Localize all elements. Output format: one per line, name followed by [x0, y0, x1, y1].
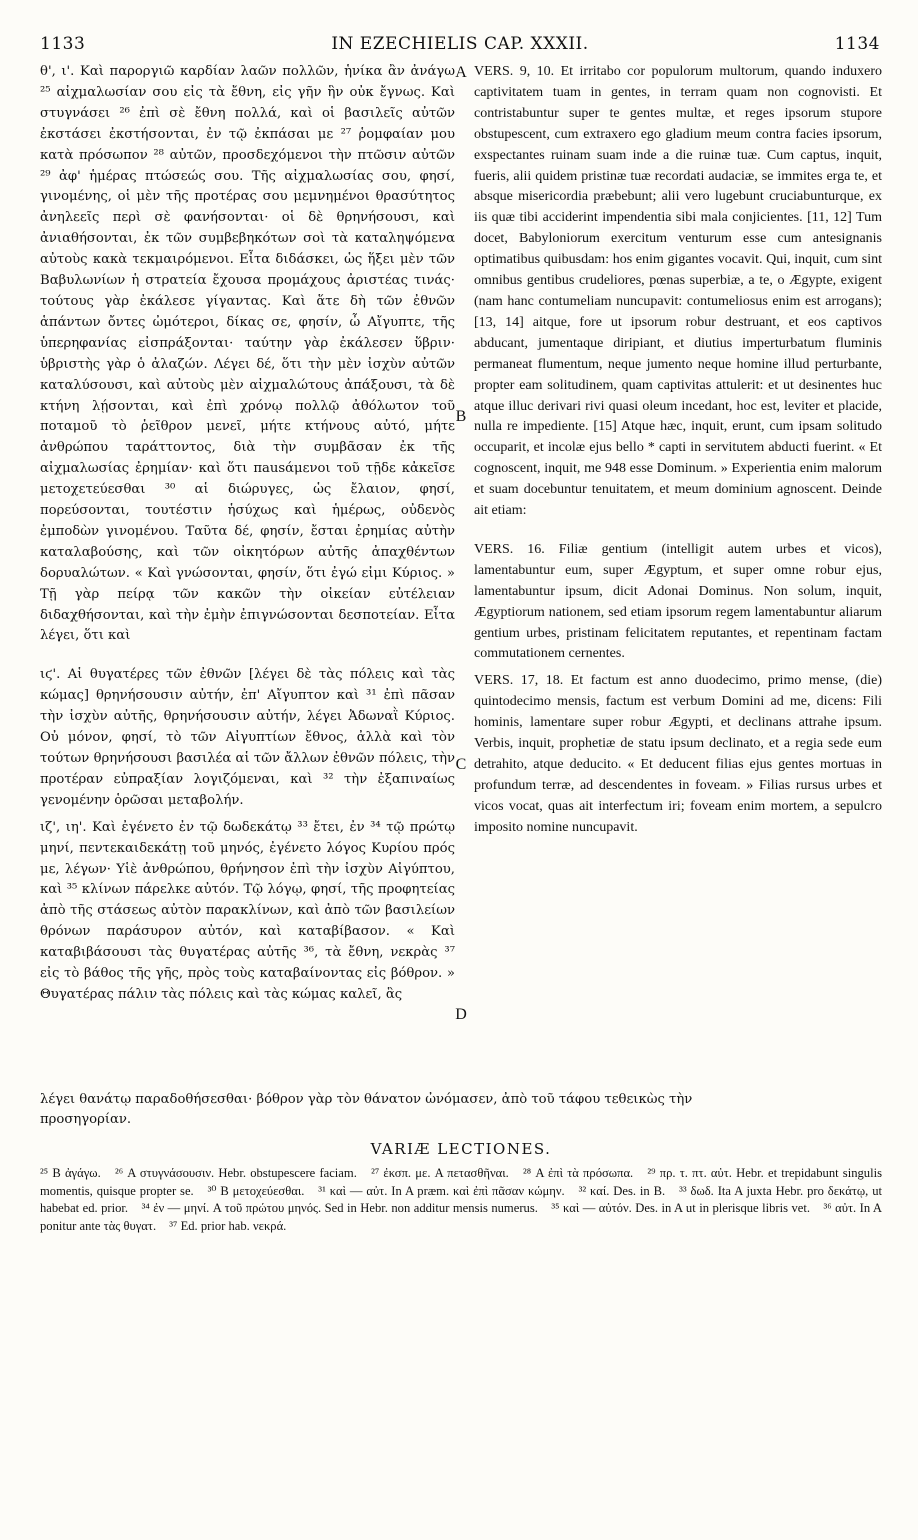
note: ³³ δωδ. Ita A juxta Hebr. pro δεκάτῳ, ut habebat ed. prior. — [40, 1183, 883, 1215]
latin-paragraph: VERS. 17, 18. Et factum est anno duodecimo, primo mense, (die) quintodecimo mensis, factum est verbum Domini ad me, dicens: Fili hominis, lamentare super robur Ægypti, et declinans attrahe ipsum. Verbis, inquit, prophetiæ de statu ipsum declinato, et a regia sede eum detrahito, atque deducito. « Et deducent filias ejus gentes mortuas in profundum terræ, ad descendentes in foveam. » Filias rursus urbes et vicos vocat, quas ait interfectum iri; foveam enim mortem, a sepulcro imposito nomine nuncupavit. — [474, 673, 882, 835]
page-header — [40, 34, 880, 58]
margin-marker-d: D — [455, 1006, 467, 1023]
variae-lectiones-title: VARIÆ LECTIONES. — [370, 1140, 552, 1158]
note: ³⁵ καὶ — αὐτόν. Des. in A ut in plerisque libris vet. — [551, 1201, 810, 1215]
note: ²⁵ B ἀγάγω. — [40, 1166, 101, 1180]
latin-paragraph: VERS. 9, 10. Et irritabo cor populorum multorum, quando induxero captivitatem tuam in gentes, in terram quam non cognovisti. Et contristabuntur super te gentes multæ, et reges ipsorum stupore obstupescent, cum extraxero ego gladium meum contra facies ipsorum, exspectantes ruinam suam inde a die ruinæ tuæ. Cum captus, inquit, fueris, alii quidem pristinæ tuæ recordati audaciæ, se immites erga te, et absque misericordia præbebunt; alii vero lugebunt cruciabunturque, ex iis quæ tibi acciderint impendentia sibi mala conjicientes. [11, 12] Tum docet, Babyloniorum exercitum venturum esse cum antesignanis optimatibus quibusdam: hos enim gigantes vocavit. Qui, inquit, cum sint omnibus gentibus crudeliores, pœnas superbiæ, a te, o Ægypte, exigent (nam hanc contumeliam nuncupavit: contumeliosus enim est arrogans); [13, 14] aitque, fore ut ipsorum robur destruant, et eos captivos abducant, jumentaque diripiant, et diutius imperturbatum fluminis permaneat flumentum, neque jumento neque homine illud perturbante, propter eam solitudinem, quam captivitas attulerit: et ut desinentes huc atque illuc derivari rivi quasi oleum incedant, hoc est, leviter et placide, nulla re impediente. [15] Atque hæc, inquit, erunt, cum ipsam solitudo occuparit, et incolæ ejus bello * capti in servitutem abducti fuerint. « Et cognoscent, inquit, me 948 esse Dominum. » Experientia enim malorum et suam docebuntur tenuitatem, et meum dominium agnoscent. Deinde ait etiam: — [474, 64, 882, 519]
variae-lectiones-notes — [40, 1165, 882, 1235]
spanning-line-tail: προσηγορίαν. — [40, 1112, 132, 1127]
greek-column — [40, 62, 455, 1098]
margin-marker-a: A — [455, 64, 467, 81]
margin-marker-b: B — [455, 408, 467, 425]
note: ³⁶ αὐτ. In A ponitur ante τὰς θυγατ. — [40, 1201, 883, 1233]
note: ³² καί. Des. in B. — [578, 1183, 666, 1198]
latin-paragraph: VERS. 16. Filiæ gentium (intelligit autem urbes et vicos), lamentabuntur eum, super Ægyptum, et super omne robur ejus, lamentabuntur ipsum, dicit Adonai Dominus. Non solum, inquit, Ægyptiorum nationem, sed etiam ipsorum regem lamentabuntur aliarum gentium urbes, pristinam felicitatem reputantes, et repentinam factam commutationem cernentes. — [474, 541, 882, 662]
greek-paragraph: θ', ι'. Καὶ παροργιῶ καρδίαν λαῶν πολλῶν, ἡνίκα ἂν ἀνάγω ²⁵ αἰχμαλωσίαν σου εἰς τὰ ἔθνη, εἰς γῆν ἣν οὐκ ἔγνως. Καὶ στυγνάσει ²⁶ ἐπὶ σὲ ἔθνη πολλά, καὶ οἱ βασιλεῖς αὐτῶν ἐκστάσει ἐκστήσονται, ἐν τῷ ἐκπάσαι με ²⁷ ῥομφαίαν μου κατὰ πρόσωπον ²⁸ αὐτῶν, προσδεχόμενοι τὴν πτῶσιν αὐτῶν ²⁹ ἀφ' ἡμέρας πτώσεώς σου. Τῆς αἰχμαλωσίας σου, φησί, γινομένης, οἱ μὲν τῆς προτέρας σου μεμνημένοι θρασύτητος ἀνηλεεῖς περὶ σὲ φανήσονται· οἱ δὲ θρηνήσουσι, καὶ ἀνιαθήσονται, ἐκ τῶν συμβεβηκότων σοὶ τὰ καταληψόμενα αὐτοὺς κακὰ τεκμαιρόμενοι. Εἶτα διδάσκει, ὡς ἥξει μὲν τῶν Βαβυλωνίων ἡ στρατεία ἔχουσα προμάχους ἀριστέας τινάς· τούτους γὰρ ἐκάλεσε γίγαντας. Καὶ ἅτε δὴ τῶν ἐθνῶν ἁπάντων ὄντες ὠμότεροι, δίκας σε, φησίν, ὦ Αἴγυπτε, τῆς ὑπερηφανίας εἰσπράξονται· ταύτην γὰρ ἐκάλεσεν ὕβριν· ὑβριστὴς γὰρ ὁ ἀλαζών. Λέγει δέ, ὅτι τὴν μὲν ἰσχὺν αὐτῶν καταλύσουσι, καὶ αὐτοὺς μὲν αἰχμαλώτους ἀπάξουσι, τὰ δὲ κτήνη λῄσονται, καὶ ἐπὶ χρόνῳ πολλῷ ἀθόλωτον τοῦ ποταμοῦ τὸ ῥεῖθρον μενεῖ, μήτε κτήνους αὐτό, μήτε ἀνθρώπου ταράττοντος, διὰ τὴν συμβᾶσαν ἐκ τῆς αἰχμαλωσίας ἐρημίαν· καὶ ὅτι πausάμενοι τοῦ τῇδε κἀκεῖσε μετοχετεύεσθαι ³⁰ αἱ διώρυγες, ὡς ἔλαιον, φησί, πορεύσονται, τουτέστιν ἡσύχως καὶ ἡμέρως, οὐδενὸς ἐμποδὼν γινομένου. Ταῦτα δέ, φησίν, ἔσται ἐρημίας αὐτὴν καταλαβούσης, καὶ τῶν οἰκητόρων αὐτῆς ἀπαχθέντων δορυαλώτων. « Καὶ γνώσονται, φησίν, ὅτι ἐγώ εἰμι Κύριος. » Τῇ γὰρ πείρᾳ τῶν κακῶν τὴν οἰκείαν εὐτέλειαν διδαχθήσονται, καὶ τὴν ἐμὴν ἐπιγνώσονται δεσποτείαν. Εἶτα λέγει, ὅτι καὶ — [40, 64, 455, 644]
note: ²⁶ A στυγνάσουσιν. Hebr. obstupescere faciam. — [114, 1166, 357, 1180]
greek-paragraph: ιζ', ιη'. Καὶ ἐγένετο ἐν τῷ δωδεκάτῳ ³³ ἔτει, ἐν ³⁴ τῷ πρώτῳ μηνί, πεντεκαιδεκάτῃ τοῦ μηνός, ἐγένετο λόγος Κυρίου πρός με, λέγων· Υἱὲ ἀνθρώπου, θρήνησον ἐπὶ τὴν ἰσχὺν Αἰγύπτου, καὶ ³⁵ κλίνων πάρελκε αὐτόν. Τῷ λόγῳ, φησί, τῆς προφητείας ἀπὸ τῆς στάσεως αὐτὸν παρακλίνων, καὶ ἀπὸ τῶν βασιλείων θρόνων παράσυρον αὐτόν, καὶ καταβίβασον. « Καὶ καταβιβάσουσι τὰς θυγατέρας αὐτῆς ³⁶, τὰ ἔθνη, νεκρὰς ³⁷ εἰς τὸ βάθος τῆς γῆς, πρὸς τοὺς καταβαίνοντας εἰς βόθρον. » Θυγατέρας πάλιν τὰς πόλεις καὶ τὰς κώμας καλεῖ, ἃς — [40, 819, 455, 1002]
note: ²⁷ ἐκσπ. με. A πετασθῆναι. — [371, 1166, 509, 1180]
running-title: IN EZECHIELIS CAP. XXXII. — [331, 34, 589, 54]
margin-marker-c: C — [455, 756, 467, 773]
page-number-left: 1133 — [40, 34, 86, 54]
latin-column — [474, 62, 882, 1098]
note: ³⁰ B μετοχεύεσθαι. — [207, 1183, 305, 1198]
greek-paragraph: ιϛ'. Αἱ θυγατέρες τῶν ἐθνῶν [λέγει δὲ τὰς πόλεις καὶ τὰς κώμας] θρηνήσουσιν αὐτήν, ἐπ' Αἴγυπτον καὶ ³¹ ἐπὶ πᾶσαν τὴν ἰσχὺν αὐτῆς, θρηνήσουσιν αὐτήν, λέγει Ἀδωναῒ Κύριος. Οὐ μόνον, φησί, τὸ τῶν Αἰγυπτίων ἔθνος, ἀλλὰ καὶ τὸν τούτων θρηνήσουσι βασιλέα αἱ τῶν ἄλλων ἐθνῶν πόλεις, τὴν προτέραν εὐπραξίαν λογιζόμεναι, καὶ ³² τὴν ἐξαπιναίως γενομένην ὁρῶσαι μεταβολήν. — [40, 667, 455, 808]
page-number-right: 1134 — [834, 34, 880, 54]
spanning-line: λέγει θανάτῳ παραδοθήσεσθαι· βόθρον γὰρ τὸν θάνατον ὠνόμασεν, ἀπὸ τοῦ τάφου τεθεικὼς τὴν — [40, 1092, 693, 1107]
note: ³⁴ ἐν — μηνί. A τοῦ πρώτου μηνός. Sed in Hebr. non additur mensis numerus. — [141, 1201, 538, 1215]
note: ²⁸ A ἐπὶ τὰ πρόσωπα. — [523, 1166, 634, 1180]
note: ³¹ καὶ — αὐτ. In A præm. καὶ ἐπὶ πᾶσαν κώμην. — [318, 1183, 565, 1198]
note: ³⁷ Ed. prior hab. νεκρά. — [169, 1218, 287, 1233]
note: ²⁹ πρ. τ. πτ. αὐτ. Hebr. et trepidabunt singulis momentis, quisque propter se. — [40, 1166, 883, 1198]
